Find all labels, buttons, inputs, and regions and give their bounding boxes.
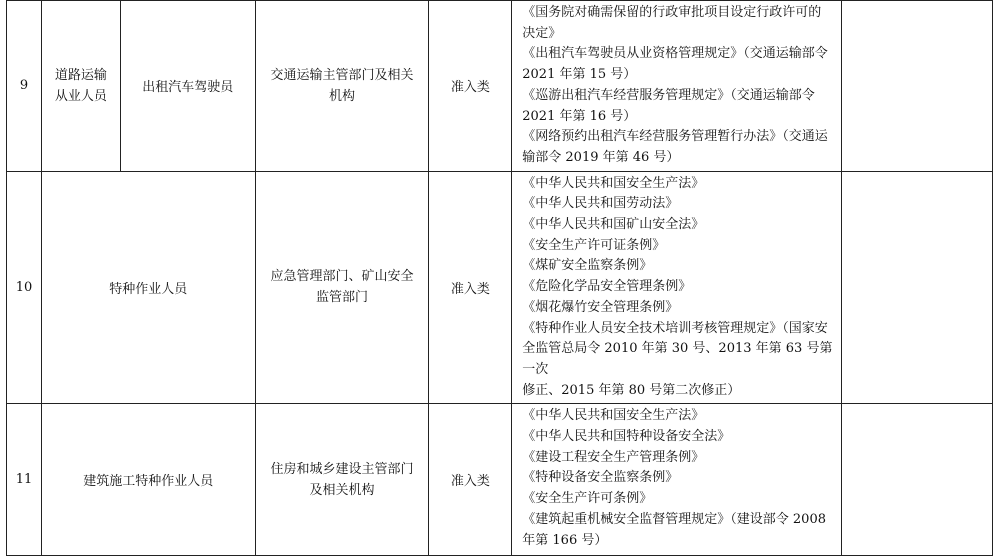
category-label: 道路运输从业人员 [54, 67, 107, 104]
basis-line: 全监管总局令 2010 年第 30 号、2013 年第 63 号第一次 [522, 341, 833, 377]
row-number: 11 [7, 404, 42, 556]
basis-line: 《中华人民共和国特种设备安全法》 [522, 429, 731, 445]
basis-cell [512, 1, 842, 172]
basis-line: 《中华人民共和国安全生产法》 [522, 175, 705, 191]
basis-line: 《建筑起重机械安全监督管理规定》（建设部令 2008 [522, 511, 826, 527]
table-row [7, 171, 993, 404]
basis-cell [512, 404, 842, 556]
table-row [7, 1, 993, 172]
basis-line: 《安全生产许可证条例》 [522, 237, 666, 253]
qualification-table [6, 0, 993, 556]
notes-cell [842, 1, 993, 172]
basis-line: 《中华人民共和国劳动法》 [522, 196, 679, 212]
basis-line: 《安全生产许可条例》 [522, 491, 653, 507]
basis-line: 年第 166 号） [522, 532, 608, 548]
department-cell [255, 404, 429, 556]
notes-cell [842, 171, 993, 404]
basis-line: 《危险化学品安全管理条例》 [522, 279, 692, 295]
basis-line: 《出租汽车驾驶员从业资格管理规定》（交通运输部令 [522, 46, 828, 62]
basis-cell [512, 171, 842, 404]
category-cell [41, 1, 120, 172]
department-cell [255, 1, 429, 172]
basis-line: 《特种作业人员安全技术培训考核管理规定》（国家安 [522, 320, 828, 336]
basis-line: 《中华人民共和国矿山安全法》 [522, 217, 705, 233]
basis-line: 《建设工程安全生产管理条例》 [522, 449, 705, 465]
basis-line: 《中华人民共和国安全生产法》 [522, 408, 705, 424]
category-cell: 建筑施工特种作业人员 [41, 404, 255, 556]
type-cell: 准入类 [429, 404, 512, 556]
category-cell: 特种作业人员 [41, 171, 255, 404]
basis-line: 《烟花爆竹安全管理条例》 [522, 299, 679, 315]
basis-line: 2021 年第 16 号） [522, 108, 637, 124]
table-row [7, 404, 993, 556]
basis-line: 《特种设备安全监察条例》 [522, 470, 679, 486]
subcategory-cell: 出租汽车驾驶员 [120, 1, 255, 172]
basis-line: 《煤矿安全监察条例》 [522, 258, 653, 274]
department-label: 住房和城乡建设主管部门及相关机构 [270, 461, 414, 498]
department-label: 应急管理部门、矿山安全监管部门 [270, 269, 414, 306]
type-cell: 准入类 [429, 171, 512, 404]
basis-line: 输部令 2019 年第 46 号） [522, 149, 680, 165]
basis-line: 2021 年第 15 号） [522, 67, 637, 83]
department-cell [255, 171, 429, 404]
basis-line: 《巡游出租汽车经营服务管理规定》（交通运输部令 [522, 87, 815, 103]
basis-line: 决定》 [522, 25, 562, 41]
basis-line: 《网络预约出租汽车经营服务管理暂行办法》（交通运 [522, 129, 828, 145]
notes-cell [842, 404, 993, 556]
basis-line: 修正、2015 年第 80 号第二次修正） [522, 382, 741, 398]
row-number: 10 [7, 171, 42, 404]
department-label: 交通运输主管部门及相关机构 [270, 67, 414, 104]
row-number: 9 [7, 1, 42, 172]
basis-line: 《国务院对确需保留的行政审批项目设定行政许可的 [522, 5, 822, 20]
type-cell: 准入类 [429, 1, 512, 172]
